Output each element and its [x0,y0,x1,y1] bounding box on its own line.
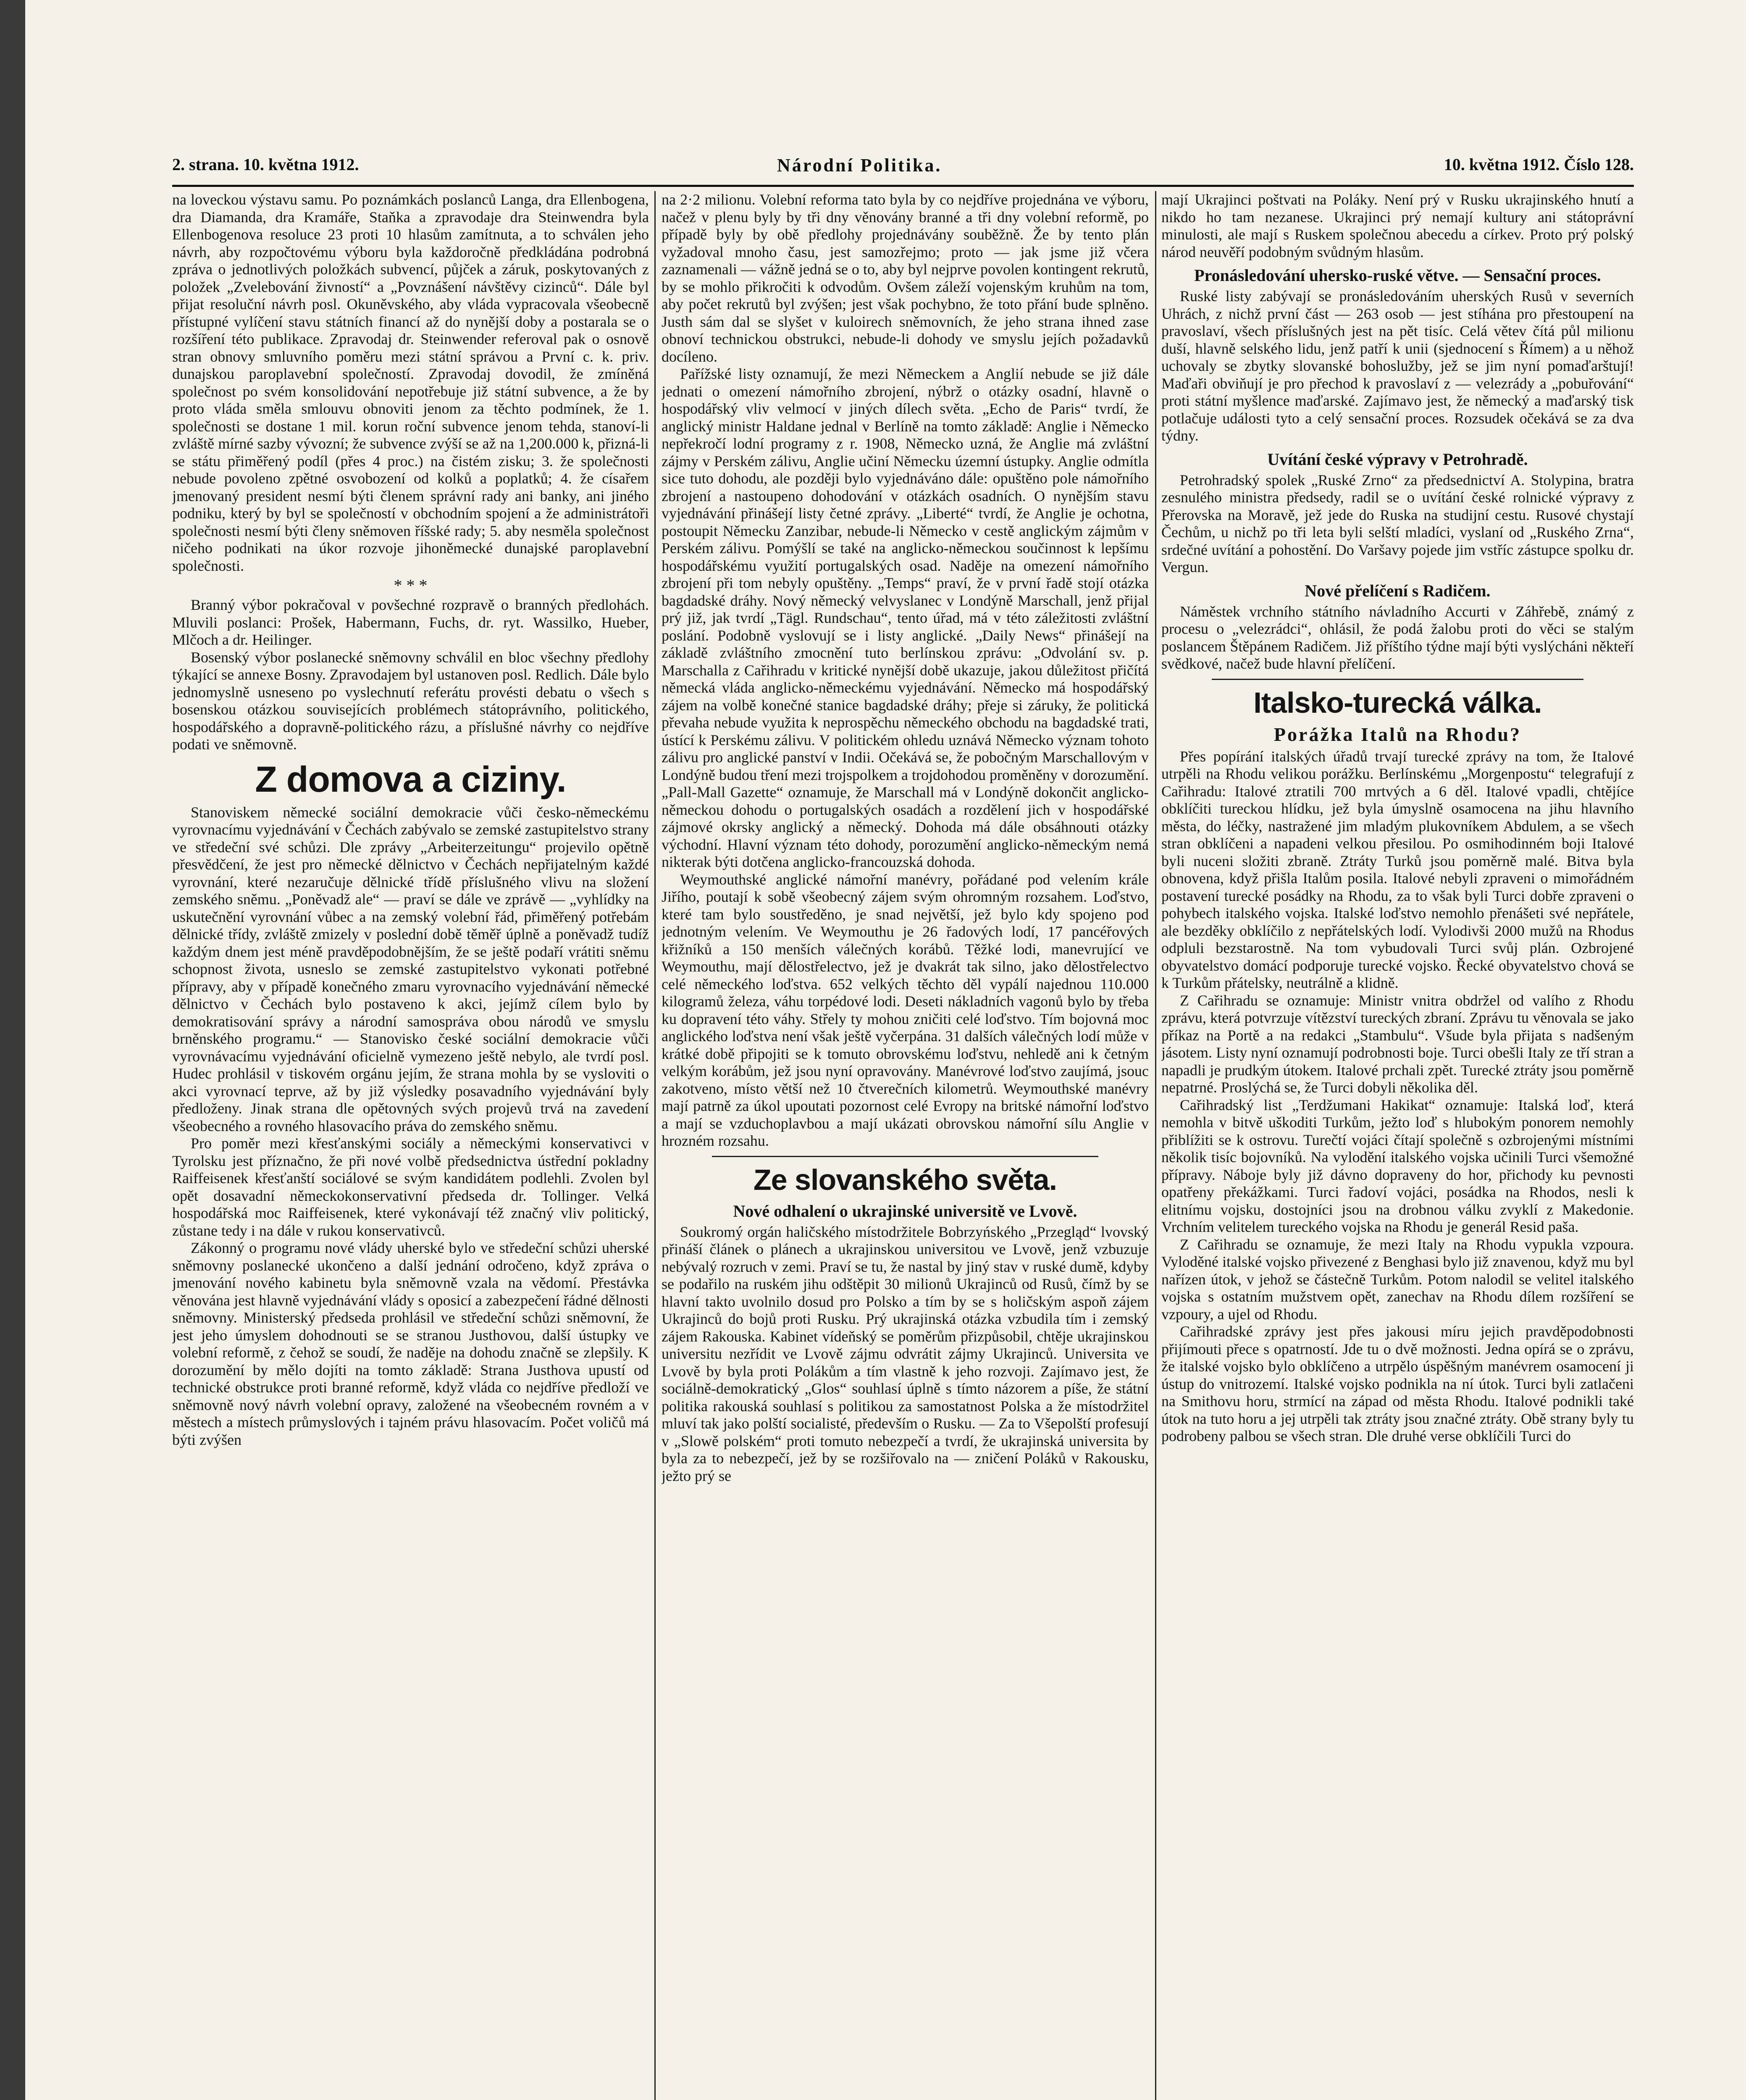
section-separator: * * * [394,576,428,595]
article-paragraph: Přes popírání italských úřadů trvají turecké zprávy na tom, že Italové utrpěli na Rhodu velikou porážku. Berlínskému „Morgenpostu“ telegrafují z Cařihradu: Italové ztratili 700 mrtvých a 6 děl. Italové vpadli, chtějíce obklíčiti tureckou hlídku, jež byla úmyslně osamocena na jihu hlavního města, do léčky, nastražené jim mladým plukovníkem Abdulem, a se všech stran obklíčeni a napadeni velkou přesilou. Po osmihodinném boji Italové byli nuceni složiti zbraně. Ztráty Turků jsou poměrně malé. Bitva byla obnovena, když přišla Italům posila. Italové nebyli zpraveni o mimořádném postavení turecké posádky na Rhodu, za to však byli Turci dobře zpraveni o pohybech italského vojska. Italské loďstvo nemohlo přenášeti své nepřátele, ale bezděky obklíčilo z nepřátelských lodí. Vylodivši 2000 mužů na Rhodus odpluli bezstarostně. Na tom vybudovali Turci svůj plán. Ozbrojené obyvatelstvo domácí podporuje turecké vojsko. Řecké obyvatelstvo chová se k Turkům přátelsky, neutrálně a klidně. [1161,748,1634,991]
column-divider [654,191,656,2100]
article-paragraph: Stanoviskem německé sociální demokracie vůči česko-německému vyrovnacímu vyjednávání v Čechách zabývalo se zemské zastupitelstvo strany ve středeční své schůzi. Dle zprávy „Arbeiterzeitungu“ projevilo opětně přesvědčení, že jest pro německé dělnictvo v Čechách nepřijatelným každé vyrovnání, které nezaručuje dělnické třídě příslušného vlivu na složení zemského sněmu. „Poněvadž ale“ — praví se dále ve zprávě — „vyhlídky na uskutečnění vyrovnání vůbec a na zemský volební řád, přiměřený potřebám dělnické třídy, zvláště zmizely v poslední době těměř úplně a poněvadž tudíž každým dnem jest méně pravděpodobnějším, že se ještě podaří vrátiti sněmu schopnost života, usneslo se zemské zastupitelstvo vykonati potřebné přípravy, aby v případě konečného zmaru vyrovnacího vyjednávání německé dělnictvo v Čechách bylo postaveno k akci, jejímž cílem bylo by demokratisování správy a národní samospráva obou národů ve smyslu brněnského programu.“ — Stanovisko české sociální demokracie vůči vyrovnávacímu vyjednávání oficielně vymezeno ještě nebylo, ale tvrdí posl. Hudec prohlásil v tiskovém orgánu jejím, že strana mohla by se vysloviti o akci vyrovnací teprve, až by již výsledky posavadního vyjednávání byly předloženy. Jinak strana dle opětovných svých projevů trvá na zavedení všeobecného a rovného hlasovacího práva do zemského sněmu. [172,803,649,1134]
header-issue-number: 10. května 1912. Číslo 128. [1444,155,1634,174]
header-rule [172,185,1634,187]
section-rule [1212,679,1583,680]
article-paragraph: Cařihradský list „Terdžumani Hakikat“ oznamuje: Italská loď, která nemohla v bitvě uškoditi Turkům, ježto loď s hlubokým ponorem nemohly přiblížiti se k ostrovu. Turečtí vojáci čítají společně s ozbrojenými místními několik tisíc bojovníků. Na vylodění italského vojska učinili Turci všemožné přípravy. Náboje byly již dávno dopraveny do hor, přichody ku pevnosti opatřeny překážkami. Turci řadoví vojáci, posádka na Rhodos, nesli k elitnímu vojsku, dostojníci jsou na drobnou válku zvyklí z Makedonie. Vrchním velitelem tureckého vojska na Rhodu je generál Resid paša. [1161,1096,1634,1235]
article-paragraph: Pařížské listy oznamují, že mezi Německem a Anglií nebude se již dále jednati o omezení námořního zbrojení, nýbrž o otázky osadní, hlavně o hospodářský vliv velmocí v jiných dílech světa. „Echo de Paris“ tvrdí, že anglický ministr Haldane jednal v Berlíně na tomto základě: Anglie i Německo nepřekročí lodní programy z r. 1908, Německo uzná, že Anglie má zvláštní zájmy v Perském zálivu, Anglie učiní Německu územní ústupky. Anglie odmítla sice tuto dohodu, ale později bylo vyjednáváno dále: opuštěno pole námořního zbrojení a nastoupeno dohodování v otázkách osadních. O nynějším stavu vyjednávání přinášejí listy četné zprávy. „Liberté“ tvrdí, že Anglie je ochotna, postoupit Německu Zanzibar, nebude-li Německo v cestě anglickým zájmům v Perském zálivu. Pomýšlí se také na anglicko-německou součinnost k lepšímu hospodářskému využití portugalských osad. Naděje na omezení námořního zbrojení při tom nebyly opuštěny. „Temps“ praví, že v první řadě stojí otázka bagdadské dráhy. Nový německý velvyslanec v Londýně Marschall, jenž přijal prý již, jak tvrdí „Tägl. Rundschau“, tento úřad, má v této záležitosti zvláštní poslání. Podobně vyslovují se i listy anglické. „Daily News“ přinášejí na základě zvláštního zmocnění tuto berlínskou zprávu: „Odvolání sv. p. Marschalla z Cařihradu v kritické nynější době ukazuje, jakou důležitost přičítá německá vláda anglicko-německému vyjednávání. Německo má hospodářský zájem na volbě konečné stanice bagdadské dráhy; přeje si záruky, že politická převaha nebude využita k neprospěchu německého obchodu na bagdadské trati, ústící k Perskému zálivu. V politickém ohledu uznává Německo význam tohoto zálivu pro anglické panství v Indii. Očekává se, že pobočným Marschallovým v Londýně budou tření mezi trojspolkem a trojdohodou proměněny v dorozumění. „Pall-Mall Gazette“ oznamuje, že Marschall má v Londýně dokončit anglicko-německou dohodu o portugalských osadách a rozdělení jich v hospodářské zájmové okrsky anglický a německý. Dohoda má dále obsáhnouti otázky východní. Hlavní význam této dohody, porozumění anglicko-německým nemá nikterak býti dotčena anglicko-francouzská dohoda. [662,365,1149,870]
article-paragraph: Branný výbor pokračoval v povšechné rozpravě o branných předlohách. Mluvili poslanci: Prošek, Habermann, Fuchs, dr. ryt. Wassilko, Hueber, Mlčoch a dr. Heilinger. [172,596,649,648]
section-rule [712,1156,1098,1157]
article-paragraph: Pro poměr mezi křesťanskými sociály a německými konservativci v Tyrolsku jest příznačno, že při nové volbě předsednictva ústřední pokladny Raiffeisenek křesťanští sociálové se svým kandidátem podlehli. Zvolen byl opět dosavadní německokonservativní předseda dr. Tollinger. Velká hospodářská moc Raiffeisenek, které vykonávají též značný vliv politický, zůstane tedy i na dále v rukou konservativců. [172,1135,649,1239]
article-paragraph: Ruské listy zabývají se pronásledováním uherských Rusů v severních Uhrách, z nichž první část — 263 osob — jest stíhána pro přestoupení na pravoslaví, všech příslušných jest na pět tisíc. Celá větev čítá půl milionu duší, hlavně selského lidu, jenž patří k unii (sjednocení s Římem) a u něhož uchovaly se zbytky slovanské bohoslužby, jež se jim nyní pomaďarštují! Maďaři obviňují je pro přechod k pravoslaví z — velezrády a „pobuřování“ proti státní myšlence maďarské. Zajímavo jest, že německý a maďarský tisk potlačuje události tyto a celý sensační proces. Rozsudek očekává se za dva týdny. [1161,288,1634,444]
page-header [172,155,1634,180]
header-page-date: 2. strana. 10. května 1912. [172,155,359,174]
article-paragraph: na 2·2 milionu. Volební reforma tato byla by co nejdříve projednána ve výboru, načež v plenu byly by tři dny věnovány branné a tři dny volební reformě, po případě byly by obě předlohy projednávány souběžně. Že by tento plán vyžadoval mnoho času, jest samozřejmo; proto — jak jsme již včera zaznamenali — vážně jedná se o to, aby byl nejprve povolen kontingent rekrutů, by se mohlo přikročiti k odvodům. Ovšem záleží vojenským kruhům na tom, aby počet rekrutů byl zvýšen; jest však pochybno, že toto přání bude splněno. Justh sám dal se slyšet v kuloirech sněmovních, že jeho strana ihned zase obnoví technickou obstrukci, nebude-li dohody ve smyslu jejích požadavků docíleno. [662,191,1149,365]
article-paragraph: Cařihradské zprávy jest přes jakousi míru jejich pravděpodobnosti přijímouti přece s opatrností. Jde tu o dvě možnosti. Jedna opírá se o zprávu, že italské vojsko bylo obklíčeno a utrpělo úspěšným manévrem osamocení ji ústup do vnitrozemí. Italské vojsko podnikla na ní útok. Turci byli zatlačeni na Smithovu horu, strmící na západ od města Rhodu. Italové podnikli také útok na tuto horu a jej utrpěli tak ztráty jsou značné ztráty. Obě strany byly tu podrobeny palbou se všech stran. Dle druhé verse obklíčili Turci do [1161,1323,1634,1444]
column-divider [1155,191,1156,2100]
article-paragraph: Bosenský výbor poslanecké sněmovny schválil en bloc všechny předlohy týkající se annexe Bosny. Zpravodajem byl ustanoven posl. Redlich. Dále bylo jednomyslně usneseno po vyslechnutí referátu provésti debatu o všech s bosenskou otázkou souvisejících problémech státoprávního, politického, hospodářského a dopravně-politického rázu, a příslušné návrhy co nejdříve podati ve sněmovně. [172,648,649,753]
section-heading: Ze slovanského světa. [753,1163,1057,1196]
article-paragraph: mají Ukrajinci poštvati na Poláky. Není prý v Rusku ukrajinského hnutí a nikdo ho tam nezanese. Ukrajinci prý nemají kultury ani státoprávní minulosti, ale mají s Ruskem společnou abecedu a církev. Proto prý polský národ neuvěří podobným svůdným hlasům. [1161,191,1634,260]
column-3 [1161,191,1634,2100]
masthead-title: Národní Politika. [777,155,942,176]
article-paragraph: Zákonný o programu nové vlády uherské bylo ve středeční schůzi uherské sněmovny poslanecké ukončeno a další jednání odročeno, když zpráva o jmenování nového kabinetu byla sněmovně vzala na vědomí. Přestávka věnována jest hlavně vyjednávání vlády s oposicí a zabezpečení řádné dělnosti sněmovny. Ministerský předseda prohlásil ve středeční schůzi sněmovní, že jest jeho úmyslem dohodnouti se se stranou Justhovou, další ústupky ve volební reformě, z čehož se soudí, že naděje na dohodu značně se zlepšily. K dorozumění by mělo dojíti na tomto základě: Strana Justhova upustí od technické obstrukce proti branné reformě, když vláda co nejdříve předloží ve sněmovně nový návrh volební opravy, založené na všeobecném rovném a v městech a místech průmyslových i tajném právu hlasovacím. Počet voličů má býti zvýšen [172,1239,649,1448]
newspaper-page [25,0,1746,2100]
article-paragraph: Petrohradský spolek „Ruské Zrno“ za předsednictví A. Stolypina, bratra zesnulého ministra předsedy, radil se o uvítání české rolnické výpravy z Přerovska na Moravě, jež jede do Ruska na studijní cestu. Rusové chystají Čechům, u nichž po tři leta byli selští mladíci, vyslaní od „Ruského Zrna“, srdečné uvítání a pohostění. Do Varšavy pojede jim vstříc zástupce spolku dr. Vergun. [1161,471,1634,575]
article-paragraph: na loveckou výstavu samu. Po poznámkách poslanců Langa, dra Ellenbogena, dra Diamanda, dra Kramáře, Staňka a zpravodaje dra Steinwendra byla Ellenbogenova resoluce 23 proti 10 hlasům zamítnuta, a to schválen jeho návrh, aby rozpočtovému výboru byla každoročně předkládána podrobná zpráva o jednotlivých položkách subvencí, půjček a záruk, poskytovaných z položek „Zvelebování živností“ a „Povznášení návštěvy cizinců“. Dále byl přijat resoluční návrh posl. Okuněvského, aby vláda vypracovala všeobecně přístupné vylíčení stavu státních financí až do nynější doby a postarala se o rozšíření této publikace. Zpravodaj dr. Steinwender referoval pak o osnově stran obnovy smluvního poměru mezi státní správou a První c. k. priv. dunajskou paroplavební společností. Zpravodaj dovodil, že zmíněná společnost po svém konsolidování nepotřebuje již státní subvence, a že by proto vláda směla smlouvu obnoviti jenom za těchto podmínek, že 1. společnosti se dostane 1 mil. korun roční subvence jenom tehda, stanoví-li zvláště mírné sazby vývozní; že subvence zvýší se až na 1,200.000 k, přizná-li se státu přiměřený podíl (přes 4 proc.) na čistém zisku; 3. že společnosti nebude povoleno zpětné osvobození od kolků a poplatků; 4. že císařem jmenovaný president nesmí býti členem správní rady ani banky, ani jiného podniku, který by byl se společností v obchodním spojení a že administrátoři společnosti nesmí býti členy sněmoven říšské rady; 5. aby nesměla společnost ničeho podnikati na úkor rozvoje jihoněmecké dunajské paroplavební společnosti. [172,191,649,574]
article-paragraph: Z Cařihradu se oznamuje: Ministr vnitra obdržel od valího z Rhodu zprávu, která potvrzuje vítězství tureckých zbraní. Zprávu tu věnovala se jako příkaz na Portě a na redakci „Stambulu“. Všude byla přijata s nadšeným jásotem. Listy nyní oznamují podrobnosti boje. Turci obešli Italy ze tří stran a napadli je prudkým útokem. Italové prchali zpět. Turecké ztráty jsou poměrně nepatrné. Proslýchá se, že Turci dobyli několika děl. [1161,992,1634,1096]
section-heading: Italsko-turecká válka. [1253,686,1542,719]
article-paragraph: Z Cařihradu se oznamuje, že mezi Italy na Rhodu vypukla vzpoura. Vyloděné italské vojsko přivezené z Benghasi bylo již znavenou, když mu byl nařízen útok, v jehož se částečně Turkům. Potom nalodil se velitel italského vojska s ostatním mužstvem opět, zanechav na Rhodu dílem rozšíření se vzpoury, a ujel od Rhodu. [1161,1236,1634,1323]
article-paragraph: Soukromý orgán haličského místodržitele Bobrzyńského „Przegląd“ lvovský přináší článek o plánech a ukrajinskou universitou ve Lvově, jenž vzbuzuje nebývalý rozruch v zemi. Praví se tu, že nastal by jiný stav v ruské dumě, kdyby se podařilo na ruském jihu odštěpit 30 milionů Ukrajinců od Rusů, čímž by se hlavní takto uvolnilo dosud pro Polsko a tím by se s holičským aspoň zájem Ukrajinců do bojů proti Rusku. Prý ukrajinská otázka vzbudila tím i zemský zájem Rakouska. Kabinet vídeňský se poměrům přizpůsobil, chtěje ukrajinskou universitu nezřídit ve Lvově zájmu odvrátit zájmy Ukrajinců. Universita ve Lvově by byla proti Polákům a tím vlastně k jeho rozvoji. Zajímavo jest, že sociálně-demokratický „Glos“ souhlasí úplně s tímto názorem a píše, že státní politika rakouská souhlasí s politikou za samostatnost Polska a že místodržitel mluví tak jako polští socialisté, především o Rusku. — Za to Všepolští profesují v „Slowě polském“ proti tomuto nebezpečí a tvrdí, že ukrajinská universita by byla za to nebezpečí, jež by se rozšiřovalo na — zničení Poláků v Rakousku, ježto prý se [662,1223,1149,1484]
article-heading: Uvítání české výpravy v Petrohradě. [1267,449,1528,469]
article-paragraph: Náměstek vrchního státního návladního Accurti v Záhřebě, známý z procesu o „velezrádci“, ohlásil, že podá žalobu proti do věci se stalým poslancem Štěpánem Radičem. Již příštího týdne mají býti vyslýcháni někteří svědkové, načež bude hlavní přelíčení. [1161,603,1634,672]
article-heading: Pronásledování uhersko-ruské větve. — Sensační proces. [1194,266,1601,285]
column-1 [172,191,649,2100]
article-heading: Nové odhalení o ukrajinské universitě ve Lvově. [733,1201,1077,1221]
article-paragraph: Weymouthské anglické námořní manévry, pořádané pod velením krále Jiřího, poutají k sobě všeobecný zájem svým ohromným rozsahem. Loďstvo, které tam bylo soustředěno, je snad největší, jež bylo kdy spojeno pod jednotným velením. Ve Weymouthu je 26 řadových lodí, 17 pancéřových křižníků a 150 menších válečných korábů. Těžké lodi, manevrující ve Weymouthu, mají dělostřelectvo, jež je dvakrát tak silno, jako dělostřelectvo celé německého loďstva. 652 velkých těchto děl vypálí najednou 110.000 kilogramů železa, váhu torpédové lodi. Deseti nákladních vagonů bylo by třeba ku dopravení této váhy. Střely ty mohou zničiti celé loďstvo. Tím bojovná moc anglického loďstva není však ještě vyčerpána. 31 dalších válečných lodí může v krátké době připojiti se k tomuto obrovskému loďstvu, nehledě ani k četným velkým korábům, jež jsou nyní opravovány. Manévrové loďstvo zaujímá, jsouc zakotveno, místo větší než 10 čtverečních kilometrů. Weymouthské manévry mají patrně za úkol upoutati pozornost celé Evropy na britské námořní loďstvo a mají se vzduchoplavbou a mají ukázati obrovskou námořní sílu Anglie v hrozném rozsahu. [662,871,1149,1149]
section-heading: Z domova a ciziny. [255,759,566,800]
article-heading: Porážka Italů na Rhodu? [1273,723,1522,745]
article-heading: Nové přelíčení s Radičem. [1305,581,1491,600]
column-2 [662,191,1149,2100]
